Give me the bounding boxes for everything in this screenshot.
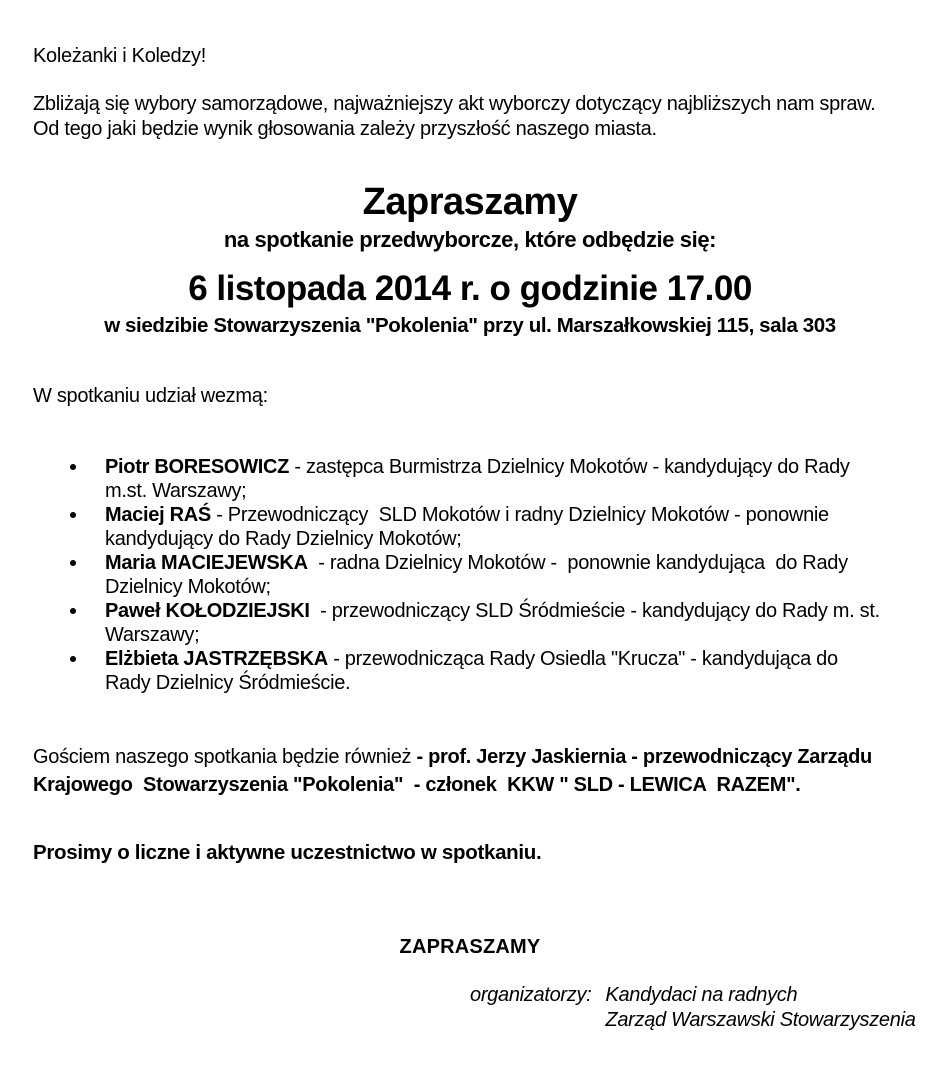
attendee-description: - zastępca Burmistrza Dzielnicy Mokotów - kandydujący do Rady m.st. Warszawy; — [105, 456, 855, 502]
attendee-name: Maria MACIEJEWSKA — [105, 552, 308, 574]
attendee-name: Maciej RAŚ — [105, 504, 211, 526]
bullet-icon — [70, 560, 76, 566]
attendee-description: - Przewodniczący SLD Mokotów i radny Dzielnicy Mokotów - ponownie kandydujący do Rady Dzielnicy Mokotów; — [105, 504, 835, 550]
attendee-name: Elżbieta JASTRZĘBSKA — [105, 648, 328, 670]
participation-note: Prosimy o liczne i aktywne uczestnictwo w spotkaniu. — [33, 841, 542, 864]
bullet-icon — [70, 464, 76, 470]
event-date-heading: 6 listopada 2014 r. o godzinie 17.00 — [188, 269, 752, 308]
closing-word: ZAPRASZAMY — [399, 936, 541, 958]
intro-paragraph: Zbliżają się wybory samorządowe, najważniejszy akt wyborczy dotyczący najbliższych nam spraw. Od tego jaki będzie wynik głosowania zależy przyszłość naszego miasta. — [33, 93, 876, 140]
attendee-item — [68, 455, 880, 503]
attendees-intro: W spotkaniu udział wezmą: — [33, 385, 268, 407]
attendee-description: - przewodniczący SLD Śródmieście - kandydujący do Rady m. st. Warszawy; — [105, 600, 891, 646]
guest-bold-text: - prof. Jerzy Jaskiernia - przewodniczący Zarządu Krajowego Stowarzyszenia "Pokolenia" - członek KKW " SLD - LEWICA RAZEM". — [33, 746, 878, 796]
attendee-item — [68, 503, 880, 551]
attendee-item — [68, 647, 880, 695]
bullet-icon — [70, 512, 76, 518]
organizers-label: organizatorzy: — [470, 984, 592, 1006]
attendee-name: Piotr BORESOWICZ — [105, 456, 290, 478]
attendee-name: Paweł KOŁODZIEJSKI — [105, 600, 310, 622]
guest-intro-text: Gościem naszego spotkania będzie również — [33, 746, 417, 768]
greeting: Koleżanki i Koledzy! — [33, 45, 206, 67]
invitation-title: Zapraszamy — [362, 181, 578, 223]
attendee-item — [68, 551, 880, 599]
attendees-list — [68, 455, 891, 695]
organizers-line-2: Zarząd Warszawski Stowarzyszenia — [605, 1009, 916, 1031]
invitation-subtitle: na spotkanie przedwyborcze, które odbędzie się: — [223, 227, 717, 252]
bullet-icon — [70, 656, 76, 662]
attendee-description: - przewodnicząca Rady Osiedla "Krucza" - kandydująca do Rady Dzielnicy Śródmieście. — [105, 648, 844, 694]
guest-paragraph — [33, 743, 909, 799]
organizers-block — [470, 983, 916, 1033]
attendee-description: - radna Dzielnicy Mokotów - ponownie kandydująca do Rady Dzielnicy Mokotów; — [105, 552, 854, 598]
organizers-names — [605, 983, 915, 1033]
bullet-icon — [70, 608, 76, 614]
event-location: w siedzibie Stowarzyszenia "Pokolenia" przy ul. Marszałkowskiej 115, sala 303 — [104, 314, 836, 337]
attendee-item — [68, 599, 891, 647]
organizers-line-1: Kandydaci na radnych — [605, 984, 798, 1006]
